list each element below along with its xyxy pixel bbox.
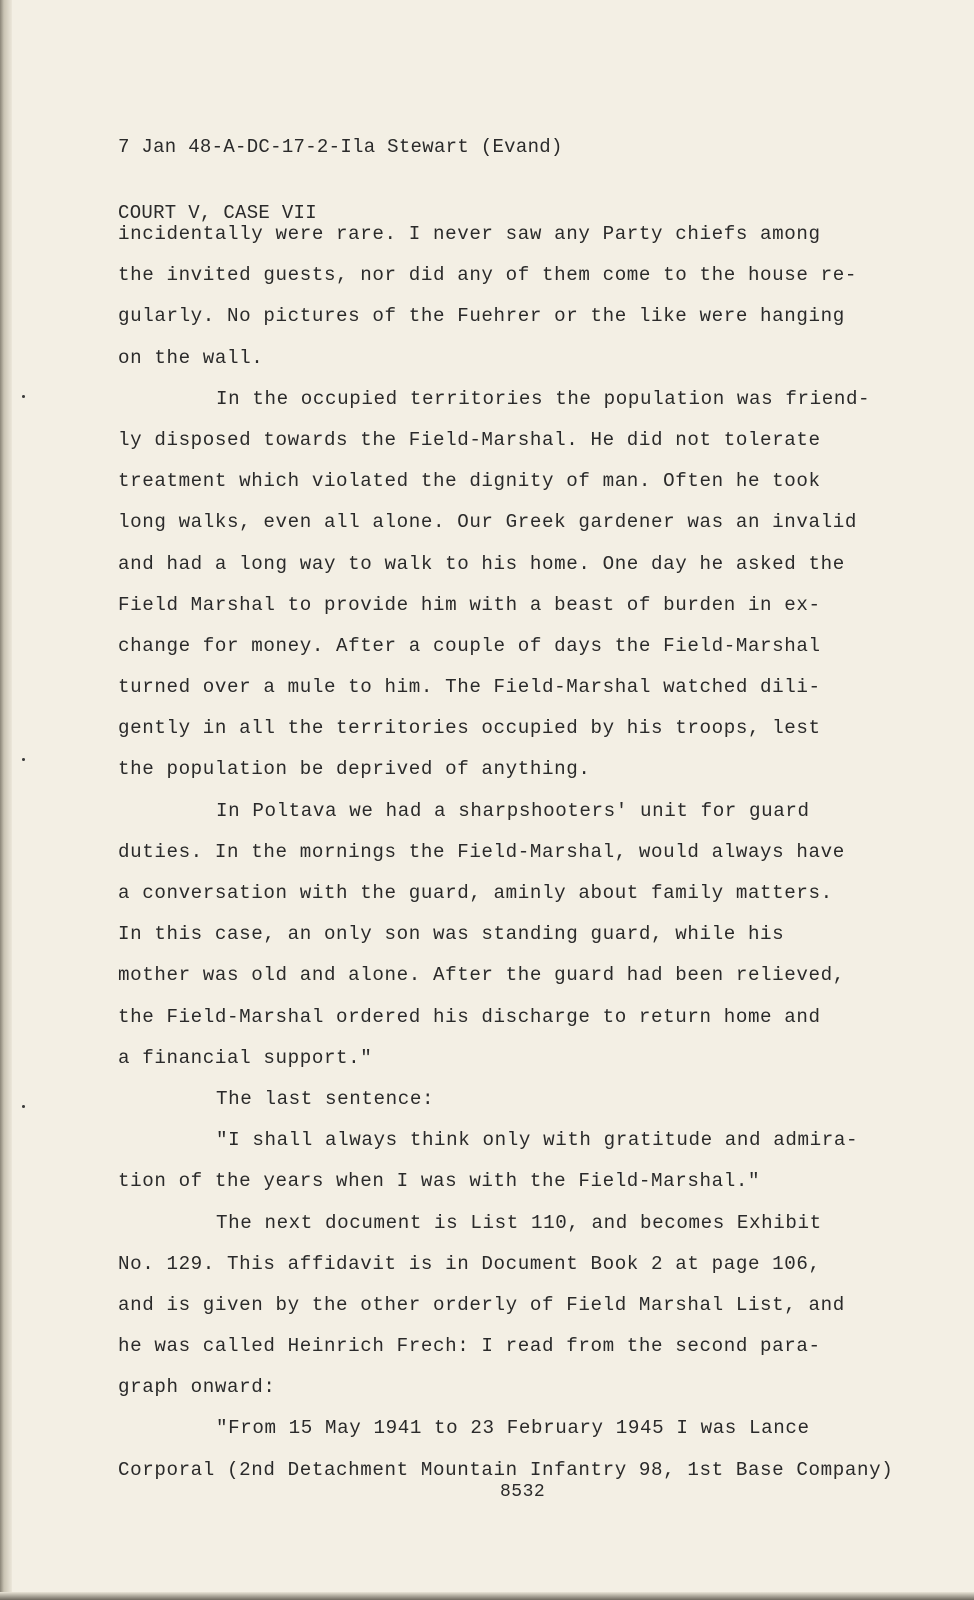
page-bottom-edge — [0, 1592, 974, 1600]
text-line: The next document is List 110, and becomes Exhibit — [216, 1211, 822, 1234]
text-line: Field Marshal to provide him with a beast of burden in ex- — [118, 593, 821, 616]
text-line: the population be deprived of anything. — [118, 758, 591, 781]
text-line: In this case, an only son was standing guard, while his — [118, 923, 785, 946]
text-line: and had a long way to walk to his home. One day he asked the — [118, 552, 845, 575]
text-line: mother was old and alone. After the guard had been relieved, — [118, 964, 845, 987]
text-line: a conversation with the guard, aminly about family matters. — [118, 882, 833, 904]
text-line: "From 15 May 1941 to 23 February 1945 I was Lance — [216, 1417, 810, 1440]
text-line: In the occupied territories the population was friend- — [216, 387, 871, 410]
text-line: change for money. After a couple of days the Field-Marshal — [118, 634, 821, 657]
text-line: graph onward: — [118, 1376, 276, 1399]
text-line: tion of the years when I was with the Field-Marshal." — [118, 1170, 761, 1193]
text-line: duties. In the mornings the Field-Marshal, would always have — [118, 840, 845, 863]
text-line: ly disposed towards the Field-Marshal. He did not tolerate — [118, 428, 821, 451]
text-line: The last sentence: — [216, 1087, 435, 1110]
paper-speck — [22, 1105, 25, 1108]
text-line: No. 129. This affidavit is in Document Book 2 at page 106, — [118, 1252, 821, 1275]
text-line: turned over a mule to him. The Field-Marshal watched dili- — [118, 676, 821, 699]
text-line: "I shall always think only with gratitude and admira- — [216, 1129, 859, 1152]
header-reference-line: 7 Jan 48-A-DC-17-2-Ila Stewart (Evand) — [118, 136, 563, 158]
text-line: on the wall. — [118, 346, 264, 369]
text-line: a financial support." — [118, 1046, 373, 1069]
text-line: and is given by the other orderly of Field Marshal List, and — [118, 1293, 845, 1316]
text-line: gently in all the territories occupied by his troops, lest — [118, 717, 821, 740]
text-line: treatment which violated the dignity of man. Often he took — [118, 470, 821, 493]
transcript-body — [118, 214, 894, 1491]
text-line: incidentally were rare. I never saw any Party chiefs among — [118, 223, 821, 245]
text-line: In Poltava we had a sharpshooters' unit for guard — [216, 799, 810, 822]
text-line: he was called Heinrich Frech: I read from the second para- — [118, 1335, 821, 1358]
text-line: the Field-Marshal ordered his discharge to return home and — [118, 1005, 821, 1028]
paper-speck — [22, 395, 25, 398]
text-line: the invited guests, nor did any of them come to the house re- — [118, 264, 857, 287]
paper-speck — [22, 758, 25, 761]
header-court-line: COURT V, CASE VII — [118, 202, 317, 224]
text-line: long walks, even all alone. Our Greek gardener was an invalid — [118, 511, 857, 534]
page-number: 8532 — [500, 1482, 546, 1502]
text-line: Corporal (2nd Detachment Mountain Infantry 98, 1st Base Company) — [118, 1458, 894, 1481]
page-left-edge — [0, 0, 12, 1600]
text-line: gularly. No pictures of the Fuehrer or the like were hanging — [118, 305, 845, 328]
